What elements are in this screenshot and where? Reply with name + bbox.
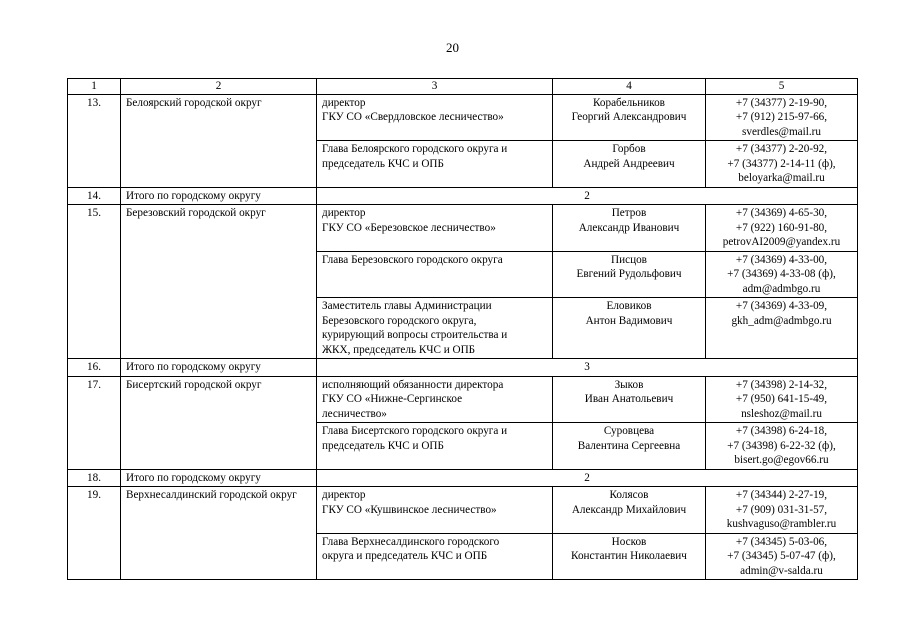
cell-line: +7 (34377) 2-20-92,: [735, 143, 828, 155]
header-cell: 3: [317, 79, 553, 95]
total-value: 2: [317, 469, 858, 487]
cell-line: исполняющий обязанности директора: [322, 378, 504, 391]
cell-line: adm@admbgo.ru: [742, 282, 821, 295]
total-row: [68, 359, 858, 377]
cell-line: директор: [322, 207, 366, 219]
cell-line: +7 (34369) 4-33-08 (ф),: [727, 268, 836, 280]
cell-line: Носков: [611, 535, 647, 548]
cell-line: Суровцева: [603, 425, 655, 437]
total-label: Итого по городскому округу: [121, 469, 317, 487]
cell-line: +7 (909) 031-31-57,: [735, 503, 828, 516]
cell-line: Петров: [611, 207, 647, 219]
person-cell: [553, 94, 706, 141]
total-row: [68, 187, 858, 205]
cell-line: Колясов: [609, 489, 649, 501]
table-row: [68, 376, 858, 423]
row-number: 16.: [68, 359, 121, 377]
cell-line: +7 (34369) 4-65-30,: [735, 207, 828, 219]
contacts-cell: [706, 205, 858, 252]
cell-line: +7 (34377) 2-19-90,: [735, 96, 828, 109]
cell-line: +7 (34345) 5-03-06,: [735, 535, 828, 548]
row-number: 17.: [68, 376, 121, 469]
contacts-cell: [706, 423, 858, 470]
cell-line: Еловиков: [606, 300, 652, 312]
person-cell: [553, 487, 706, 534]
cell-line: +7 (34398) 6-24-18,: [735, 425, 828, 437]
contacts-cell: [706, 94, 858, 141]
total-value: 3: [317, 359, 858, 377]
cell-line: Корабельников: [593, 96, 665, 109]
cell-line: Андрей Андреевич: [583, 157, 675, 170]
district-name: Верхнесалдинский городской округ: [121, 487, 317, 580]
table-header-row: [68, 79, 858, 95]
cell-line: ГКУ СО «Кушвинское лесничество»: [322, 503, 497, 516]
cell-line: Зыков: [614, 378, 644, 391]
position-cell: [317, 376, 553, 423]
cell-line: ГКУ СО «Свердловское лесничество»: [322, 111, 504, 123]
cell-line: Горбов: [612, 143, 646, 155]
total-row: [68, 469, 858, 487]
header-cell: 4: [553, 79, 706, 95]
cell-line: Березовского городского округа,: [322, 314, 477, 327]
cell-line: +7 (912) 215-97-66,: [735, 111, 828, 123]
total-value: 2: [317, 187, 858, 205]
table-row: [68, 94, 858, 141]
cell-line: +7 (34369) 4-33-09,: [735, 300, 828, 312]
district-name: Бисертский городской округ: [121, 376, 317, 469]
cell-line: директор: [322, 96, 366, 109]
cell-line: bisert.go@egov66.ru: [734, 454, 829, 466]
position-cell: [317, 533, 553, 580]
cell-line: +7 (34344) 2-27-19,: [735, 489, 828, 501]
person-cell: [553, 298, 706, 359]
cell-line: Писцов: [611, 253, 647, 266]
cell-line: +7 (34369) 4-33-00,: [735, 253, 828, 266]
row-number: 19.: [68, 487, 121, 580]
district-name: Белоярский городской округ: [121, 94, 317, 187]
position-cell: [317, 141, 553, 188]
contacts-table: [67, 78, 858, 580]
cell-line: Глава Верхнесалдинского городского: [322, 535, 500, 548]
cell-line: ГКУ СО «Нижне-Сергинское: [322, 393, 463, 405]
person-cell: [553, 376, 706, 423]
cell-line: ГКУ СО «Березовское лесничество»: [322, 221, 496, 234]
header-cell: 1: [68, 79, 121, 95]
cell-line: Заместитель главы Администрации: [322, 300, 492, 312]
contacts-cell: [706, 251, 858, 298]
total-label: Итого по городскому округу: [121, 359, 317, 377]
row-number: 14.: [68, 187, 121, 205]
contacts-cell: [706, 487, 858, 534]
cell-line: Глава Березовского городского округа: [322, 253, 503, 266]
cell-line: округа и председатель КЧС и ОПБ: [322, 550, 488, 562]
contacts-cell: [706, 298, 858, 359]
page-number: 20: [446, 40, 459, 55]
cell-line: Иван Анатольевич: [584, 393, 674, 405]
position-cell: [317, 487, 553, 534]
header-cell: 5: [706, 79, 858, 95]
cell-line: председатель КЧС и ОПБ: [322, 439, 444, 452]
cell-line: +7 (34377) 2-14-11 (ф),: [727, 157, 836, 170]
contacts-cell: [706, 141, 858, 188]
cell-line: курирующий вопросы строительства и: [322, 329, 508, 341]
contacts-cell: [706, 533, 858, 580]
cell-line: председатель КЧС и ОПБ: [322, 157, 444, 170]
position-cell: [317, 251, 553, 298]
cell-line: +7 (950) 641-15-49,: [735, 393, 828, 405]
person-cell: [553, 205, 706, 252]
cell-line: Антон Вадимович: [585, 314, 673, 327]
position-cell: [317, 94, 553, 141]
cell-line: +7 (922) 160-91-80,: [735, 221, 828, 234]
contacts-cell: [706, 376, 858, 423]
cell-line: лесничество»: [322, 407, 387, 420]
person-cell: [553, 423, 706, 470]
cell-line: Константин Николаевич: [571, 550, 687, 562]
person-cell: [553, 141, 706, 188]
cell-line: +7 (34398) 6-22-32 (ф),: [727, 439, 836, 452]
cell-line: Валентина Сергеевна: [577, 439, 681, 452]
cell-line: Александр Михайлович: [571, 503, 687, 516]
cell-line: ЖКХ, председатель КЧС и ОПБ: [322, 343, 476, 356]
cell-line: Александр Иванович: [578, 221, 680, 234]
row-number: 13.: [68, 94, 121, 187]
cell-line: +7 (34398) 2-14-32,: [735, 378, 828, 391]
cell-line: Георгий Александрович: [571, 111, 687, 123]
person-cell: [553, 251, 706, 298]
cell-line: beloyarka@mail.ru: [738, 172, 825, 184]
position-cell: [317, 423, 553, 470]
person-cell: [553, 533, 706, 580]
cell-line: директор: [322, 489, 366, 501]
header-cell: 2: [121, 79, 317, 95]
position-cell: [317, 298, 553, 359]
cell-line: admin@v-salda.ru: [740, 564, 823, 577]
position-cell: [317, 205, 553, 252]
cell-line: Евгений Рудольфович: [576, 268, 682, 280]
cell-line: kushvaguso@rambler.ru: [726, 518, 837, 530]
cell-line: gkh_adm@admbgo.ru: [731, 314, 832, 327]
table-row: [68, 487, 858, 534]
total-label: Итого по городскому округу: [121, 187, 317, 205]
cell-line: Глава Бисертского городского округа и: [322, 425, 508, 437]
cell-line: petrovAI2009@yandex.ru: [722, 236, 841, 248]
district-name: Березовский городской округ: [121, 205, 317, 359]
cell-line: Глава Белоярского городского округа и: [322, 143, 508, 155]
table-row: [68, 205, 858, 252]
cell-line: +7 (34345) 5-07-47 (ф),: [727, 550, 836, 562]
cell-line: sverdles@mail.ru: [742, 125, 821, 138]
cell-line: nsleshoz@mail.ru: [741, 407, 822, 420]
row-number: 18.: [68, 469, 121, 487]
row-number: 15.: [68, 205, 121, 359]
